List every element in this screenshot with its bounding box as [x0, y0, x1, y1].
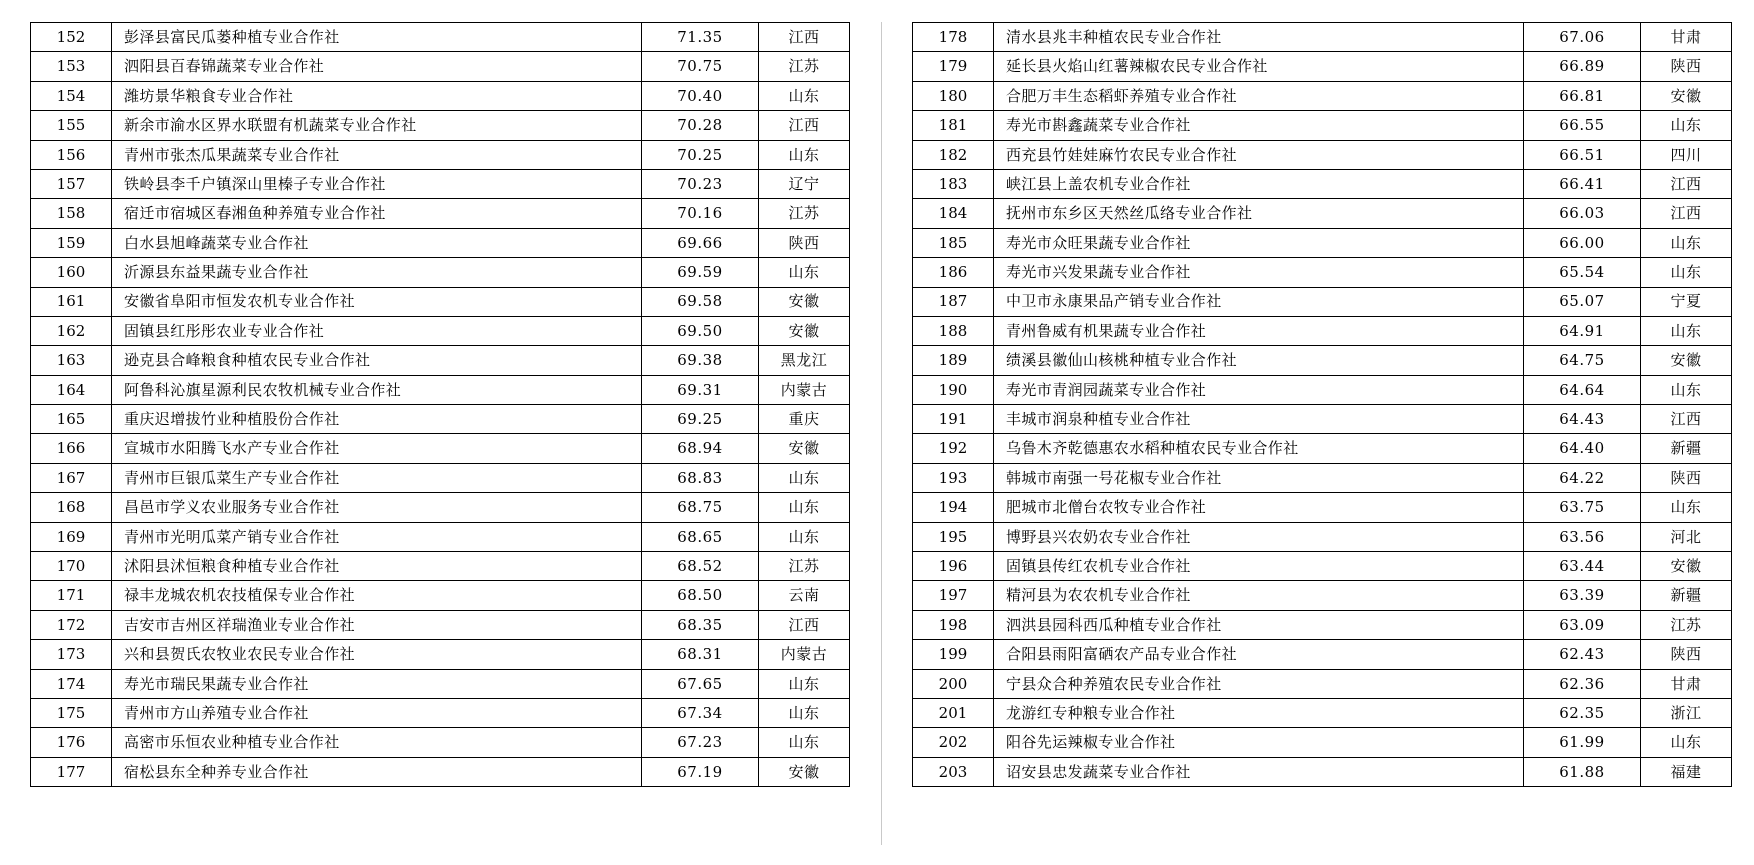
row-score: 67.65 — [642, 669, 759, 698]
row-score: 63.39 — [1524, 581, 1641, 610]
table-row — [31, 463, 850, 492]
row-score: 66.03 — [1524, 199, 1641, 228]
row-region: 山东 — [1641, 493, 1732, 522]
row-score: 61.88 — [1524, 757, 1641, 786]
row-score: 68.35 — [642, 610, 759, 639]
row-region: 安徽 — [1641, 552, 1732, 581]
table-row — [913, 610, 1732, 639]
row-rank: 154 — [31, 81, 112, 110]
left-table-body — [31, 23, 850, 787]
row-rank: 178 — [913, 23, 994, 52]
row-score: 63.09 — [1524, 610, 1641, 639]
row-rank: 189 — [913, 346, 994, 375]
row-region: 山东 — [759, 698, 850, 727]
row-score: 62.43 — [1524, 640, 1641, 669]
table-row — [31, 375, 850, 404]
table-row — [913, 81, 1732, 110]
row-region: 山东 — [759, 522, 850, 551]
table-row — [31, 23, 850, 52]
row-score: 70.25 — [642, 140, 759, 169]
table-row — [31, 258, 850, 287]
row-score: 63.56 — [1524, 522, 1641, 551]
row-rank: 202 — [913, 728, 994, 757]
row-score: 67.19 — [642, 757, 759, 786]
row-rank: 156 — [31, 140, 112, 169]
table-row — [913, 228, 1732, 257]
table-row — [913, 140, 1732, 169]
row-region: 山东 — [1641, 228, 1732, 257]
table-row — [913, 52, 1732, 81]
table-row — [913, 434, 1732, 463]
row-cooperative-name: 兴和县贺氏农牧业农民专业合作社 — [112, 640, 642, 669]
row-cooperative-name: 抚州市东乡区天然丝瓜络专业合作社 — [994, 199, 1524, 228]
row-region: 江西 — [1641, 169, 1732, 198]
row-region: 安徽 — [759, 757, 850, 786]
row-rank: 163 — [31, 346, 112, 375]
row-score: 66.81 — [1524, 81, 1641, 110]
row-score: 68.94 — [642, 434, 759, 463]
row-region: 山东 — [759, 463, 850, 492]
row-region: 安徽 — [759, 316, 850, 345]
row-rank: 203 — [913, 757, 994, 786]
row-score: 62.35 — [1524, 698, 1641, 727]
row-score: 69.31 — [642, 375, 759, 404]
row-cooperative-name: 阳谷先运辣椒专业合作社 — [994, 728, 1524, 757]
row-rank: 184 — [913, 199, 994, 228]
row-score: 64.43 — [1524, 405, 1641, 434]
row-cooperative-name: 青州市光明瓜菜产销专业合作社 — [112, 522, 642, 551]
row-region: 山东 — [1641, 375, 1732, 404]
row-rank: 176 — [31, 728, 112, 757]
row-cooperative-name: 合阳县雨阳富硒农产品专业合作社 — [994, 640, 1524, 669]
row-rank: 165 — [31, 405, 112, 434]
table-row — [31, 493, 850, 522]
row-cooperative-name: 沭阳县沭恒粮食种植专业合作社 — [112, 552, 642, 581]
row-cooperative-name: 丰城市润泉种植专业合作社 — [994, 405, 1524, 434]
row-rank: 182 — [913, 140, 994, 169]
row-region: 江苏 — [759, 52, 850, 81]
table-row — [31, 434, 850, 463]
right-ranking-table — [912, 22, 1732, 787]
row-region: 安徽 — [759, 287, 850, 316]
row-region: 河北 — [1641, 522, 1732, 551]
table-row — [31, 552, 850, 581]
table-row — [31, 757, 850, 786]
row-region: 江西 — [1641, 199, 1732, 228]
row-cooperative-name: 阿鲁科沁旗星源利民农牧机械专业合作社 — [112, 375, 642, 404]
row-rank: 200 — [913, 669, 994, 698]
row-region: 云南 — [759, 581, 850, 610]
row-score: 69.58 — [642, 287, 759, 316]
row-score: 70.16 — [642, 199, 759, 228]
row-region: 江西 — [759, 23, 850, 52]
table-row — [31, 81, 850, 110]
table-row — [31, 52, 850, 81]
table-row — [913, 405, 1732, 434]
table-row — [913, 757, 1732, 786]
row-cooperative-name: 峡江县上盖农机专业合作社 — [994, 169, 1524, 198]
row-region: 黑龙江 — [759, 346, 850, 375]
table-row — [913, 522, 1732, 551]
row-cooperative-name: 寿光市青润园蔬菜专业合作社 — [994, 375, 1524, 404]
row-score: 69.25 — [642, 405, 759, 434]
row-region: 陕西 — [1641, 640, 1732, 669]
table-row — [913, 728, 1732, 757]
row-rank: 180 — [913, 81, 994, 110]
row-region: 江西 — [1641, 405, 1732, 434]
row-score: 66.00 — [1524, 228, 1641, 257]
row-region: 山东 — [759, 81, 850, 110]
row-cooperative-name: 新余市渝水区界水联盟有机蔬菜专业合作社 — [112, 111, 642, 140]
row-rank: 186 — [913, 258, 994, 287]
table-row — [31, 640, 850, 669]
row-score: 66.89 — [1524, 52, 1641, 81]
row-score: 69.59 — [642, 258, 759, 287]
left-column — [30, 22, 850, 845]
row-rank: 161 — [31, 287, 112, 316]
row-region: 山东 — [1641, 111, 1732, 140]
row-cooperative-name: 青州市方山养殖专业合作社 — [112, 698, 642, 727]
row-region: 江苏 — [759, 199, 850, 228]
row-cooperative-name: 寿光市斟鑫蔬菜专业合作社 — [994, 111, 1524, 140]
row-rank: 169 — [31, 522, 112, 551]
row-cooperative-name: 白水县旭峰蔬菜专业合作社 — [112, 228, 642, 257]
row-cooperative-name: 合肥万丰生态稻虾养殖专业合作社 — [994, 81, 1524, 110]
row-region: 福建 — [1641, 757, 1732, 786]
table-row — [913, 316, 1732, 345]
row-score: 67.34 — [642, 698, 759, 727]
row-cooperative-name: 昌邑市学义农业服务专业合作社 — [112, 493, 642, 522]
row-rank: 194 — [913, 493, 994, 522]
row-cooperative-name: 龙游红专种粮专业合作社 — [994, 698, 1524, 727]
row-score: 70.75 — [642, 52, 759, 81]
row-cooperative-name: 寿光市众旺果蔬专业合作社 — [994, 228, 1524, 257]
row-region: 陕西 — [1641, 463, 1732, 492]
row-region: 辽宁 — [759, 169, 850, 198]
row-score: 68.52 — [642, 552, 759, 581]
row-rank: 179 — [913, 52, 994, 81]
row-score: 65.54 — [1524, 258, 1641, 287]
row-rank: 195 — [913, 522, 994, 551]
left-ranking-table — [30, 22, 850, 787]
row-score: 66.55 — [1524, 111, 1641, 140]
row-cooperative-name: 肥城市北僧台农牧专业合作社 — [994, 493, 1524, 522]
row-score: 70.28 — [642, 111, 759, 140]
table-row — [31, 698, 850, 727]
row-score: 68.65 — [642, 522, 759, 551]
table-row — [913, 552, 1732, 581]
row-region: 江苏 — [1641, 610, 1732, 639]
row-cooperative-name: 青州市巨银瓜菜生产专业合作社 — [112, 463, 642, 492]
row-score: 68.83 — [642, 463, 759, 492]
row-rank: 183 — [913, 169, 994, 198]
row-cooperative-name: 泗洪县园科西瓜种植专业合作社 — [994, 610, 1524, 639]
row-cooperative-name: 宿迁市宿城区春湘鱼种养殖专业合作社 — [112, 199, 642, 228]
row-rank: 199 — [913, 640, 994, 669]
row-rank: 181 — [913, 111, 994, 140]
table-row — [31, 405, 850, 434]
table-row — [31, 669, 850, 698]
row-cooperative-name: 绩溪县徽仙山核桃种植专业合作社 — [994, 346, 1524, 375]
row-cooperative-name: 重庆迟增拔竹业种植股份合作社 — [112, 405, 642, 434]
row-cooperative-name: 潍坊景华粮食专业合作社 — [112, 81, 642, 110]
row-cooperative-name: 延长县火焰山红薯辣椒农民专业合作社 — [994, 52, 1524, 81]
row-score: 64.75 — [1524, 346, 1641, 375]
row-cooperative-name: 西充县竹娃娃麻竹农民专业合作社 — [994, 140, 1524, 169]
row-cooperative-name: 青州鲁威有机果蔬专业合作社 — [994, 316, 1524, 345]
row-rank: 201 — [913, 698, 994, 727]
row-score: 70.40 — [642, 81, 759, 110]
row-region: 安徽 — [759, 434, 850, 463]
table-row — [913, 698, 1732, 727]
row-cooperative-name: 青州市张杰瓜果蔬菜专业合作社 — [112, 140, 642, 169]
row-score: 62.36 — [1524, 669, 1641, 698]
row-region: 陕西 — [1641, 52, 1732, 81]
table-row — [31, 228, 850, 257]
row-cooperative-name: 博野县兴农奶农专业合作社 — [994, 522, 1524, 551]
row-rank: 155 — [31, 111, 112, 140]
row-region: 重庆 — [759, 405, 850, 434]
row-cooperative-name: 中卫市永康果品产销专业合作社 — [994, 287, 1524, 316]
row-score: 69.66 — [642, 228, 759, 257]
row-region: 陕西 — [759, 228, 850, 257]
row-region: 江西 — [759, 610, 850, 639]
row-rank: 192 — [913, 434, 994, 463]
row-region: 山东 — [759, 140, 850, 169]
table-row — [31, 316, 850, 345]
table-row — [31, 728, 850, 757]
row-region: 山东 — [759, 728, 850, 757]
table-row — [31, 140, 850, 169]
row-score: 64.40 — [1524, 434, 1641, 463]
row-rank: 196 — [913, 552, 994, 581]
right-column — [912, 22, 1732, 845]
row-cooperative-name: 寿光市兴发果蔬专业合作社 — [994, 258, 1524, 287]
row-region: 内蒙古 — [759, 640, 850, 669]
row-score: 66.41 — [1524, 169, 1641, 198]
row-rank: 185 — [913, 228, 994, 257]
right-table-body — [913, 23, 1732, 787]
table-row — [31, 287, 850, 316]
row-rank: 177 — [31, 757, 112, 786]
row-region: 四川 — [1641, 140, 1732, 169]
row-rank: 167 — [31, 463, 112, 492]
table-row — [913, 258, 1732, 287]
row-region: 安徽 — [1641, 81, 1732, 110]
row-cooperative-name: 宁县众合种养殖农民专业合作社 — [994, 669, 1524, 698]
row-score: 67.06 — [1524, 23, 1641, 52]
row-score: 61.99 — [1524, 728, 1641, 757]
table-row — [913, 287, 1732, 316]
row-region: 安徽 — [1641, 346, 1732, 375]
table-row — [913, 199, 1732, 228]
row-rank: 174 — [31, 669, 112, 698]
column-divider — [881, 22, 882, 845]
table-row — [913, 111, 1732, 140]
row-region: 山东 — [1641, 728, 1732, 757]
table-row — [913, 581, 1732, 610]
row-cooperative-name: 精河县为农农机专业合作社 — [994, 581, 1524, 610]
row-score: 64.64 — [1524, 375, 1641, 404]
row-region: 山东 — [1641, 258, 1732, 287]
row-score: 71.35 — [642, 23, 759, 52]
row-region: 浙江 — [1641, 698, 1732, 727]
table-row — [31, 169, 850, 198]
row-rank: 170 — [31, 552, 112, 581]
row-region: 山东 — [759, 258, 850, 287]
row-cooperative-name: 彭泽县富民瓜蒌种植专业合作社 — [112, 23, 642, 52]
row-rank: 193 — [913, 463, 994, 492]
row-region: 江苏 — [759, 552, 850, 581]
row-region: 山东 — [759, 493, 850, 522]
table-row — [913, 346, 1732, 375]
row-cooperative-name: 宣城市水阳腾飞水产专业合作社 — [112, 434, 642, 463]
row-rank: 164 — [31, 375, 112, 404]
row-cooperative-name: 乌鲁木齐乾德惠农水稻种植农民专业合作社 — [994, 434, 1524, 463]
row-cooperative-name: 吉安市吉州区祥瑞渔业专业合作社 — [112, 610, 642, 639]
table-row — [31, 610, 850, 639]
row-rank: 190 — [913, 375, 994, 404]
row-rank: 197 — [913, 581, 994, 610]
row-cooperative-name: 固镇县传红农机专业合作社 — [994, 552, 1524, 581]
row-region: 新疆 — [1641, 581, 1732, 610]
row-score: 67.23 — [642, 728, 759, 757]
table-row — [913, 375, 1732, 404]
row-score: 69.38 — [642, 346, 759, 375]
row-cooperative-name: 禄丰龙城农机农技植保专业合作社 — [112, 581, 642, 610]
row-rank: 191 — [913, 405, 994, 434]
row-cooperative-name: 韩城市南强一号花椒专业合作社 — [994, 463, 1524, 492]
row-rank: 152 — [31, 23, 112, 52]
table-row — [31, 522, 850, 551]
row-score: 68.75 — [642, 493, 759, 522]
row-region: 山东 — [759, 669, 850, 698]
row-cooperative-name: 清水县兆丰种植农民专业合作社 — [994, 23, 1524, 52]
row-region: 山东 — [1641, 316, 1732, 345]
row-cooperative-name: 寿光市瑞民果蔬专业合作社 — [112, 669, 642, 698]
row-cooperative-name: 沂源县东益果蔬专业合作社 — [112, 258, 642, 287]
row-score: 63.75 — [1524, 493, 1641, 522]
row-rank: 171 — [31, 581, 112, 610]
row-rank: 198 — [913, 610, 994, 639]
row-rank: 162 — [31, 316, 112, 345]
table-row — [31, 111, 850, 140]
row-score: 68.50 — [642, 581, 759, 610]
row-cooperative-name: 诏安县忠发蔬菜专业合作社 — [994, 757, 1524, 786]
row-rank: 153 — [31, 52, 112, 81]
row-rank: 172 — [31, 610, 112, 639]
row-score: 63.44 — [1524, 552, 1641, 581]
row-cooperative-name: 宿松县东全种养专业合作社 — [112, 757, 642, 786]
table-row — [913, 493, 1732, 522]
row-rank: 158 — [31, 199, 112, 228]
row-cooperative-name: 铁岭县李千户镇深山里榛子专业合作社 — [112, 169, 642, 198]
row-rank: 157 — [31, 169, 112, 198]
row-cooperative-name: 泗阳县百春锦蔬菜专业合作社 — [112, 52, 642, 81]
row-rank: 188 — [913, 316, 994, 345]
table-row — [913, 23, 1732, 52]
row-cooperative-name: 逊克县合峰粮食种植农民专业合作社 — [112, 346, 642, 375]
row-region: 宁夏 — [1641, 287, 1732, 316]
row-cooperative-name: 安徽省阜阳市恒发农机专业合作社 — [112, 287, 642, 316]
row-rank: 159 — [31, 228, 112, 257]
table-row — [913, 669, 1732, 698]
table-row — [913, 463, 1732, 492]
row-rank: 168 — [31, 493, 112, 522]
row-rank: 166 — [31, 434, 112, 463]
table-row — [913, 169, 1732, 198]
row-rank: 173 — [31, 640, 112, 669]
row-region: 甘肃 — [1641, 23, 1732, 52]
row-cooperative-name: 高密市乐恒农业种植专业合作社 — [112, 728, 642, 757]
row-region: 新疆 — [1641, 434, 1732, 463]
row-region: 江西 — [759, 111, 850, 140]
row-score: 66.51 — [1524, 140, 1641, 169]
row-score: 69.50 — [642, 316, 759, 345]
row-rank: 175 — [31, 698, 112, 727]
row-region: 甘肃 — [1641, 669, 1732, 698]
row-score: 64.22 — [1524, 463, 1641, 492]
table-row — [31, 199, 850, 228]
row-score: 68.31 — [642, 640, 759, 669]
row-cooperative-name: 固镇县红彤彤农业专业合作社 — [112, 316, 642, 345]
table-row — [31, 581, 850, 610]
row-rank: 187 — [913, 287, 994, 316]
table-row — [31, 346, 850, 375]
row-score: 65.07 — [1524, 287, 1641, 316]
row-rank: 160 — [31, 258, 112, 287]
row-score: 70.23 — [642, 169, 759, 198]
row-region: 内蒙古 — [759, 375, 850, 404]
table-row — [913, 640, 1732, 669]
row-score: 64.91 — [1524, 316, 1641, 345]
